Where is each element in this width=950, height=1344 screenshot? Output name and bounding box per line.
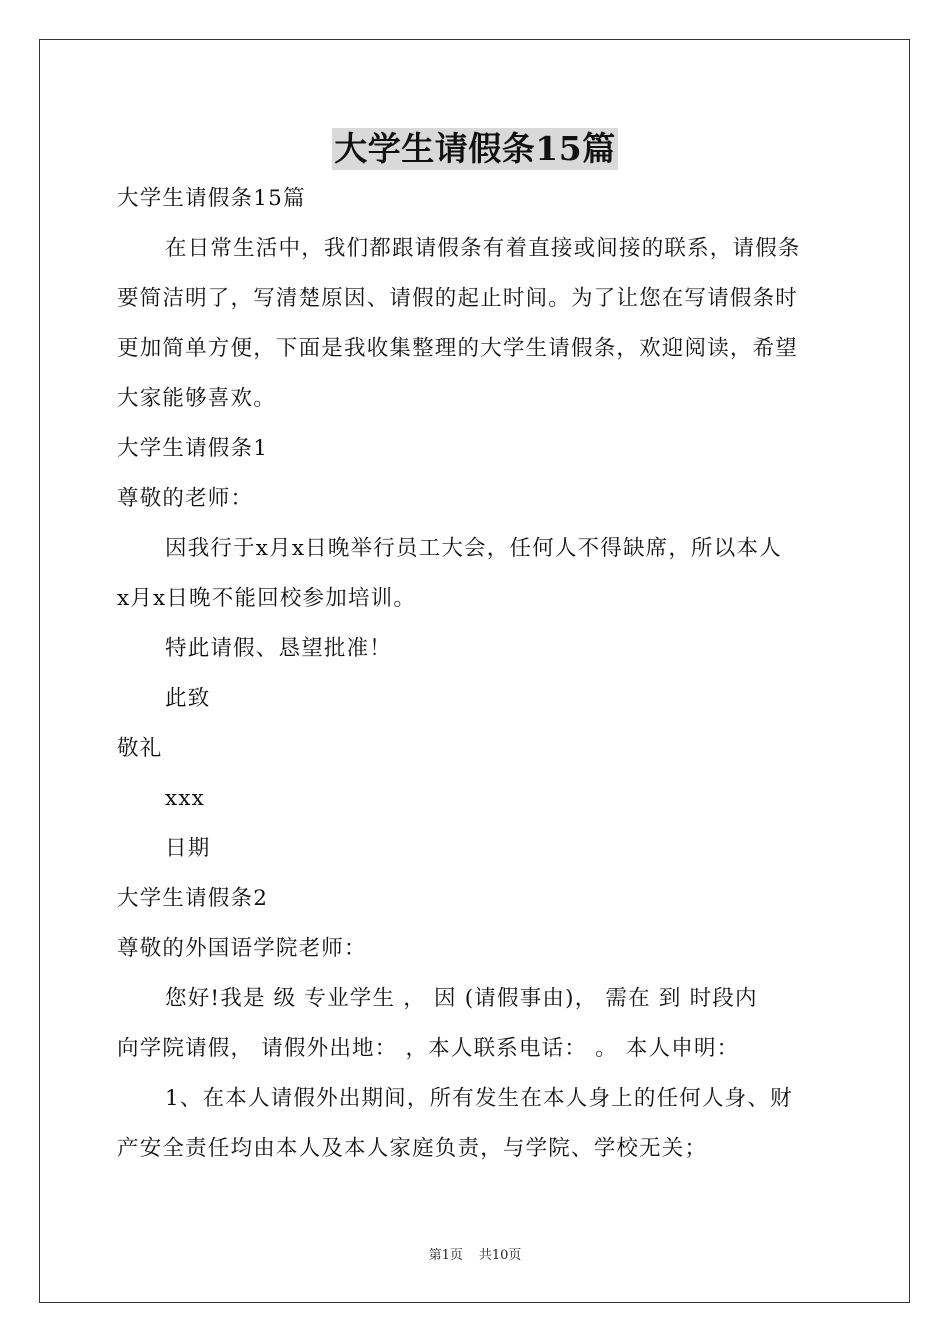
subtitle-line: 大学生请假条15篇 — [117, 186, 306, 211]
section-heading: 大学生请假条1 — [117, 436, 269, 461]
paragraph-line: 在日常生活中，我们都跟请假条有着直接或间接的联系，请假条 — [165, 236, 801, 261]
paragraph-line: 您好!我是 级 专业学生 ， 因 (请假事由)， 需在 到 时段内 — [165, 986, 758, 1011]
paragraph-line: x月x日晚不能回校参加培训。 — [117, 586, 417, 611]
page-current: 第1页 — [428, 1248, 463, 1263]
closing-line: 此致 — [165, 686, 211, 711]
paragraph-line: 要简洁明了，写清楚原因、请假的起止时间。为了让您在写请假条时 — [117, 286, 799, 311]
paragraph-line: 更加简单方便，下面是我收集整理的大学生请假条，欢迎阅读，希望 — [117, 336, 799, 361]
section-heading: 大学生请假条2 — [117, 886, 269, 911]
paragraph-line: 特此请假、恳望批准！ — [165, 636, 393, 661]
paragraph-line: 产安全责任均由本人及本人家庭负责，与学院、学校无关； — [117, 1136, 708, 1161]
salutation: 尊敬的外国语学院老师： — [117, 936, 367, 961]
document-title: 大学生请假条15篇 — [334, 129, 616, 168]
paragraph-line: 向学院请假， 请假外出地： ，本人联系电话： 。 本人申明： — [117, 1036, 740, 1061]
page-footer — [0, 1246, 950, 1266]
signature-name: xxx — [165, 786, 205, 811]
document-body — [117, 174, 835, 1174]
paragraph-line: 大家能够喜欢。 — [117, 386, 276, 411]
closing-line: 敬礼 — [117, 736, 163, 761]
title-container — [0, 128, 950, 170]
salutation: 尊敬的老师： — [117, 486, 254, 511]
page-total: 共10页 — [478, 1248, 522, 1263]
signature-date: 日期 — [165, 836, 211, 861]
paragraph-line: 因我行于x月x日晚举行员工大会，任何人不得缺席，所以本人 — [165, 536, 782, 561]
paragraph-line: 1、在本人请假外出期间，所有发生在本人身上的任何人身、财 — [165, 1086, 793, 1111]
